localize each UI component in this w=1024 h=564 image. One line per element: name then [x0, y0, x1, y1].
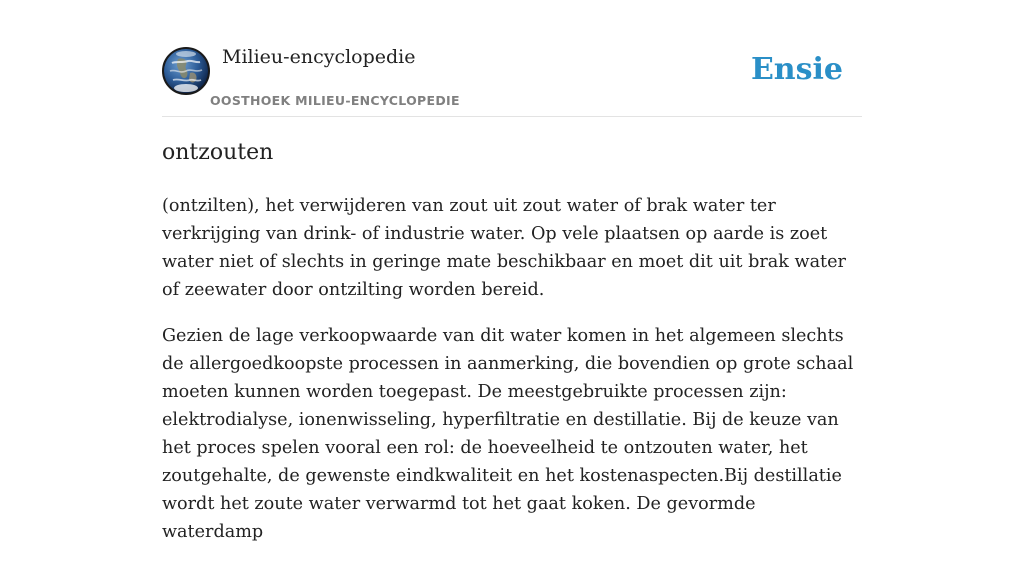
article-paragraph: Gezien de lage verkoopwaarde van dit water komen in het algemeen slechts de allergoedkoopste processen in aanmerking, die bovendien op grote schaal moeten kunnen worden toegepast. De meestgebruikte processen zijn: elektrodialyse, ionenwisseling, hyperfiltratie en destillatie. Bij de keuze van het proces spelen vooral een rol: de hoeveelheid te ontzouten water, het zoutgehalte, de gewenste eindkwaliteit en het kostenaspecten.Bij destillatie wordt het zoute water verwarmd tot het gaat koken. De gevormde waterdamp [162, 326, 854, 542]
article-paragraph: (ontzilten), het verwijderen van zout uit zout water of brak water ter verkrijging van drink- of industrie water. Op vele plaatsen op aarde is zoet water niet of slechts in geringe mate beschikbaar en moet dit uit brak water of zeewater door ontzilting worden bereid. [162, 196, 846, 300]
earth-globe-icon[interactable] [162, 47, 210, 95]
site-subtitle[interactable]: OOSTHOEK MILIEU-ENCYCLOPEDIE [210, 93, 460, 108]
site-name[interactable]: Milieu-encyclopedie [222, 46, 416, 68]
site-header [162, 0, 862, 117]
ensie-logo-link[interactable]: Ensie [750, 52, 843, 87]
page [162, 0, 862, 542]
article-body [162, 192, 862, 564]
page-title: ontzouten [162, 140, 274, 165]
